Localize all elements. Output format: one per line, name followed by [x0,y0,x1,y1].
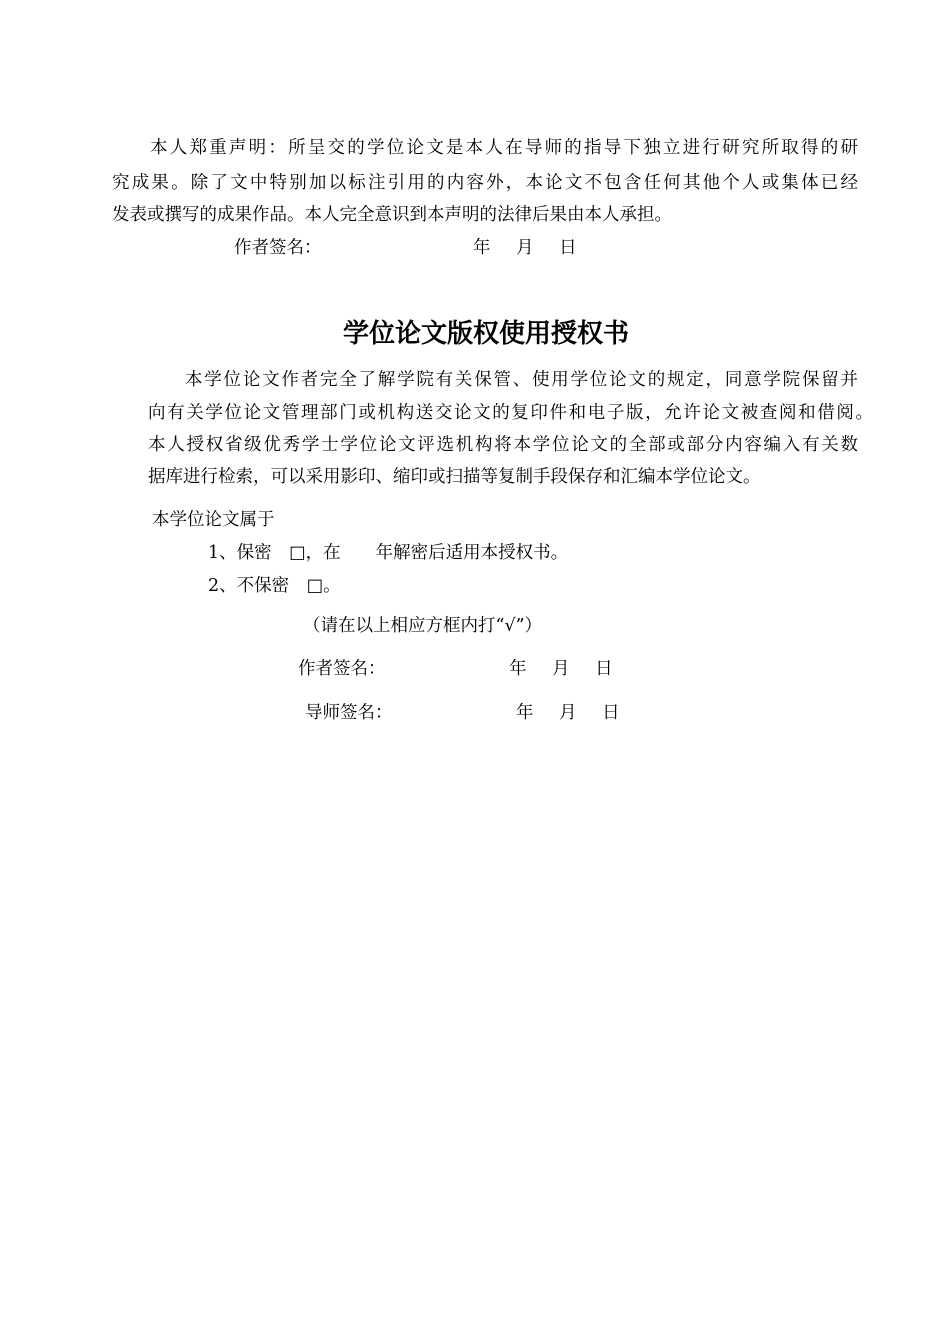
declaration-date [473,238,577,258]
authorization-line-2: 向有关学位论文管理部门或机构送交论文的复印件和电子版，允许论文被查阅和借阅。 [148,403,875,423]
declaration-line-3: 发表或撰写的成果作品。本人完全意识到本声明的法律后果由本人承担。 [112,205,672,225]
authorization-line-4: 据库进行检索，可以采用影印、缩印或扫描等复制手段保存和汇编本学位论文。 [148,467,761,487]
date-day: 日 [559,238,577,258]
belongs-label: 本学位论文属于 [152,510,275,530]
option-not-confidential: 2、不保密 □。 [208,576,341,596]
supervisor-date [516,703,620,723]
date-year: 年 [509,659,527,679]
authorization-author-signature-label: 作者签名： [298,659,386,679]
page-title: 学位论文版权使用授权书 [342,319,629,349]
date-month: 月 [552,659,570,679]
declaration-line-2: 究成果。除了文中特别加以标注引用的内容外，本论文不包含任何其他个人或集体已经 [112,173,861,193]
date-month: 月 [516,238,534,258]
date-day: 日 [602,703,620,723]
date-year: 年 [473,238,491,258]
declaration-line-1: 本人郑重声明：所呈交的学位论文是本人在导师的指导下独立进行研究所取得的研 [150,138,861,158]
option-confidential: 1、保密 □，在 年解密后适用本授权书。 [208,543,569,563]
supervisor-signature-label: 导师签名： [305,703,393,723]
date-day: 日 [595,659,613,679]
authorization-author-date [509,659,613,679]
declaration-author-signature-label: 作者签名： [234,238,322,258]
date-year: 年 [516,703,534,723]
check-instruction: （请在以上相应方框内打“√”） [303,616,543,636]
authorization-line-1: 本学位论文作者完全了解学院有关保管、使用学位论文的规定，同意学院保留并 [185,370,860,390]
date-month: 月 [559,703,577,723]
authorization-line-3: 本人授权省级优秀学士学位论文评选机构将本学位论文的全部或部分内容编入有关数 [148,435,860,455]
